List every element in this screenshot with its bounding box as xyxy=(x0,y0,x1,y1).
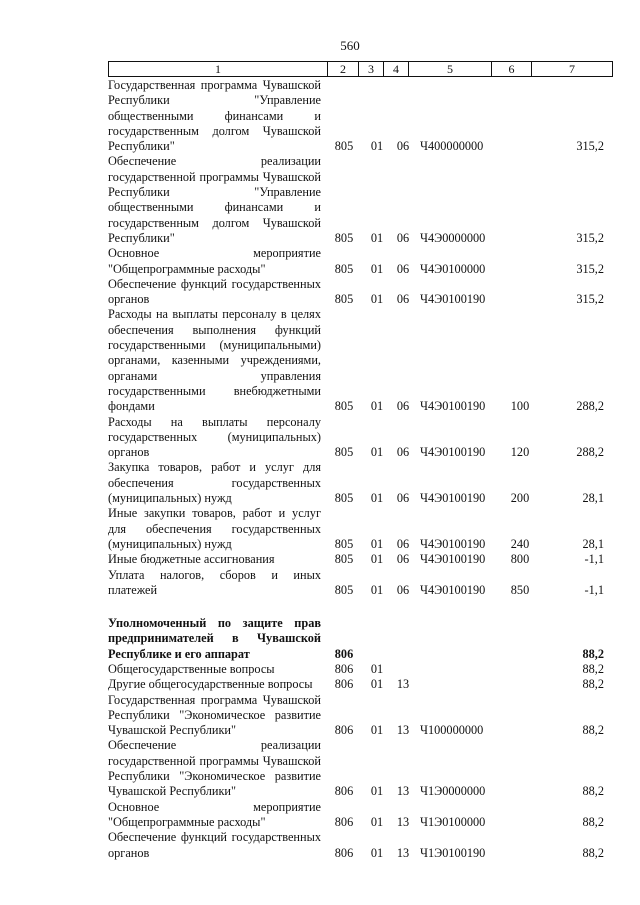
row-section: 01 xyxy=(370,139,384,154)
row-admin-code: 806 xyxy=(334,646,354,661)
row-section: 01 xyxy=(370,677,384,692)
row-admin-code: 805 xyxy=(334,491,354,506)
column-header: 2 xyxy=(328,62,359,77)
row-subsection: 06 xyxy=(396,491,410,506)
row-admin-code: 806 xyxy=(334,814,354,829)
table-row xyxy=(108,738,612,799)
row-target-article: Ч1Э0000000 xyxy=(420,784,486,799)
row-name: Основное мероприятие "Общепрограммные расходы" xyxy=(108,799,321,829)
row-section: 01 xyxy=(370,845,384,860)
row-amount: 88,2 xyxy=(582,845,604,860)
table-row xyxy=(108,307,612,414)
row-amount: 88,2 xyxy=(582,784,604,799)
row-name: Уплата налогов, сборов и иных платежей xyxy=(108,567,321,597)
row-name: Основное мероприятие "Общепрограммные расходы" xyxy=(108,246,321,276)
table-row xyxy=(108,800,612,831)
row-section: 01 xyxy=(370,661,384,676)
row-admin-code: 805 xyxy=(334,536,354,551)
row-admin-code: 806 xyxy=(334,661,354,676)
row-subsection: 06 xyxy=(396,552,410,567)
row-target-article: Ч4Э0100190 xyxy=(420,399,486,414)
row-section: 01 xyxy=(370,491,384,506)
table-row xyxy=(108,552,612,567)
table-row xyxy=(108,246,612,277)
row-admin-code: 805 xyxy=(334,261,354,276)
table-row xyxy=(108,78,612,154)
row-admin-code: 805 xyxy=(334,292,354,307)
row-admin-code: 805 xyxy=(334,230,354,245)
row-target-article: Ч4Э0100190 xyxy=(420,552,486,567)
row-subsection: 06 xyxy=(396,445,410,460)
table-row xyxy=(108,506,612,552)
row-amount: 288,2 xyxy=(576,445,604,460)
row-subsection: 13 xyxy=(396,723,410,738)
row-name: Другие общегосударственные вопросы xyxy=(108,677,313,692)
row-name: Уполномоченный по защите прав предпринимателей в Чувашской Республике и его аппарат xyxy=(108,616,321,661)
row-amount: 88,2 xyxy=(582,646,604,661)
row-name: Обеспечение реализации государственной программы Чувашской Республики "Управление общественными финансами и государственным долгом Чувашской Республики" xyxy=(108,154,321,245)
row-expense-type: 850 xyxy=(510,582,530,597)
row-amount: 28,1 xyxy=(582,536,604,551)
section-spacer xyxy=(108,598,612,616)
row-subsection: 13 xyxy=(396,814,410,829)
row-subsection: 06 xyxy=(396,261,410,276)
column-header: 3 xyxy=(359,62,384,77)
row-section: 01 xyxy=(370,723,384,738)
row-admin-code: 805 xyxy=(334,399,354,414)
row-target-article: Ч4Э0100000 xyxy=(420,261,486,276)
table-row xyxy=(108,460,612,506)
row-section: 01 xyxy=(370,230,384,245)
row-name: Обеспечение функций государственных органов xyxy=(108,830,321,860)
table-row xyxy=(108,568,612,599)
row-section: 01 xyxy=(370,552,384,567)
row-name: Обеспечение реализации государственной программы Чувашской Республики "Экономическое развитие Чувашской Республики" xyxy=(108,738,321,799)
row-amount: 315,2 xyxy=(576,139,604,154)
table-row xyxy=(108,277,612,308)
row-target-article: Ч4Э0100190 xyxy=(420,582,486,597)
row-amount: 288,2 xyxy=(576,399,604,414)
row-admin-code: 806 xyxy=(334,784,354,799)
row-section: 01 xyxy=(370,399,384,414)
row-subsection: 06 xyxy=(396,536,410,551)
row-amount: 88,2 xyxy=(582,814,604,829)
row-target-article: Ч1Э0100000 xyxy=(420,814,486,829)
row-amount: 315,2 xyxy=(576,292,604,307)
row-name: Закупка товаров, работ и услуг для обеспечения государственных (муниципальных) нужд xyxy=(108,460,321,506)
row-target-article: Ч4Э0000000 xyxy=(420,230,486,245)
table-row xyxy=(108,415,612,461)
row-amount: -1,1 xyxy=(584,552,604,567)
row-target-article: Ч100000000 xyxy=(420,723,484,738)
row-amount: 28,1 xyxy=(582,491,604,506)
column-header: 6 xyxy=(492,62,532,77)
budget-table-body xyxy=(108,78,612,861)
row-subsection: 06 xyxy=(396,139,410,154)
row-target-article: Ч4Э0100190 xyxy=(420,491,486,506)
row-admin-code: 805 xyxy=(334,552,354,567)
row-amount: 88,2 xyxy=(582,677,604,692)
row-subsection: 06 xyxy=(396,292,410,307)
row-expense-type: 800 xyxy=(510,552,530,567)
row-target-article: Ч4Э0100190 xyxy=(420,445,486,460)
column-header: 4 xyxy=(384,62,409,77)
row-subsection: 06 xyxy=(396,399,410,414)
row-subsection: 13 xyxy=(396,677,410,692)
row-amount: 315,2 xyxy=(576,261,604,276)
row-section: 01 xyxy=(370,784,384,799)
row-target-article: Ч4Э0100190 xyxy=(420,292,486,307)
row-expense-type: 240 xyxy=(510,536,530,551)
row-section: 01 xyxy=(370,582,384,597)
row-admin-code: 806 xyxy=(334,845,354,860)
row-name: Иные закупки товаров, работ и услуг для обеспечения государственных (муниципальных) нужд xyxy=(108,506,321,551)
table-row xyxy=(108,662,612,677)
row-target-article: Ч4Э0100190 xyxy=(420,536,486,551)
column-header: 5 xyxy=(409,62,492,77)
table-row xyxy=(108,830,612,861)
table-row xyxy=(108,154,612,246)
row-subsection: 06 xyxy=(396,230,410,245)
row-admin-code: 806 xyxy=(334,723,354,738)
table-row xyxy=(108,693,612,739)
row-admin-code: 805 xyxy=(334,582,354,597)
row-amount: 88,2 xyxy=(582,661,604,676)
row-section: 01 xyxy=(370,814,384,829)
row-name: Расходы на выплаты персоналу в целях обеспечения выполнения функций государственными (муниципальными) органами, казенными учреждениями, органами управления государственными внебюджетными фондами xyxy=(108,307,321,414)
row-name: Государственная программа Чувашской Республики "Экономическое развитие Чувашской Республики" xyxy=(108,692,321,738)
row-admin-code: 806 xyxy=(334,677,354,692)
row-subsection: 13 xyxy=(396,845,410,860)
row-subsection: 06 xyxy=(396,582,410,597)
row-name: Обеспечение функций государственных органов xyxy=(108,276,321,307)
row-section: 01 xyxy=(370,536,384,551)
row-admin-code: 805 xyxy=(334,445,354,460)
row-target-article: Ч400000000 xyxy=(420,139,484,154)
row-amount: 88,2 xyxy=(582,723,604,738)
row-subsection: 13 xyxy=(396,784,410,799)
row-name: Общегосударственные вопросы xyxy=(108,661,275,676)
column-header: 7 xyxy=(532,62,613,77)
column-header-row xyxy=(109,62,613,77)
row-section: 01 xyxy=(370,445,384,460)
row-section: 01 xyxy=(370,292,384,307)
row-section: 01 xyxy=(370,261,384,276)
row-target-article: Ч1Э0100190 xyxy=(420,845,486,860)
row-amount: 315,2 xyxy=(576,230,604,245)
page-number: 560 xyxy=(340,38,360,53)
row-expense-type: 100 xyxy=(510,399,530,414)
table-row xyxy=(108,677,612,692)
row-expense-type: 120 xyxy=(510,445,530,460)
row-name: Расходы на выплаты персоналу государственных (муниципальных) органов xyxy=(108,414,321,460)
row-name: Государственная программа Чувашской Республики "Управление общественными финансами и государственным долгом Чувашской Республики" xyxy=(108,78,321,154)
row-name: Иные бюджетные ассигнования xyxy=(108,552,275,567)
column-header: 1 xyxy=(109,62,328,77)
column-header-table xyxy=(108,61,613,77)
table-row xyxy=(108,616,612,662)
row-expense-type: 200 xyxy=(510,491,530,506)
row-amount: -1,1 xyxy=(584,582,604,597)
row-admin-code: 805 xyxy=(334,139,354,154)
